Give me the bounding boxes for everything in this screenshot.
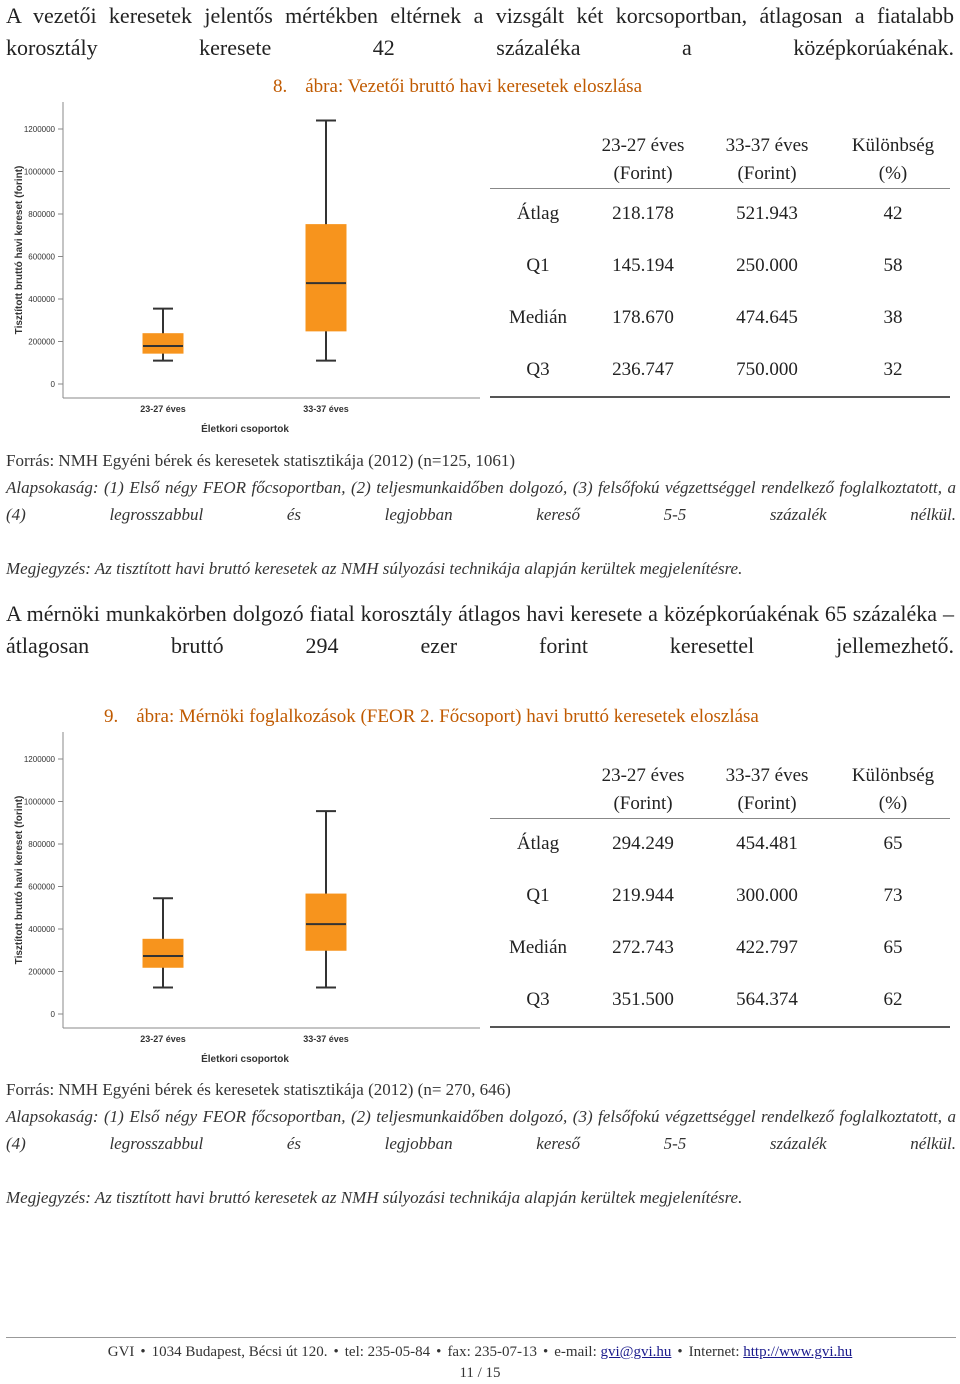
table-cell: 178.670: [612, 307, 674, 328]
table-cell: 294.249: [612, 833, 674, 854]
column-header-line: Különbség: [851, 765, 935, 786]
column-header-unit: (Forint): [737, 793, 797, 814]
y-tick-label: 600000: [28, 882, 55, 892]
box-1: [143, 898, 183, 987]
table-cell: 422.797: [736, 937, 798, 958]
bottom-rule: [490, 396, 950, 398]
row-label: Átlag: [516, 203, 560, 224]
page-number: 11 / 15: [459, 1365, 501, 1381]
row-label: Q3: [526, 989, 550, 1010]
figure-8-source: Forrás: NMH Egyéni bérek és keresetek statisztikája (2012) (n=125, 1061): [6, 451, 516, 470]
column-header: [828, 762, 958, 818]
interquartile-box: [143, 939, 183, 967]
figure-8-caption: ábra: Vezetői bruttó havi keresetek eloszlása: [305, 76, 643, 97]
footer-website-link[interactable]: http://www.gvi.hu: [743, 1344, 853, 1360]
column-header: [578, 762, 708, 818]
plot-area: [14, 732, 480, 1065]
table-cell: 73: [883, 885, 903, 906]
figure-9-boxplot: [0, 730, 480, 1070]
figure-8-remark: Megjegyzés: Az tisztított havi bruttó keresetek az NMH súlyozási technikája alapján kerültek megjelenítésre.: [6, 559, 743, 578]
table-cell: 474.645: [736, 307, 798, 328]
column-header-unit: (Forint): [613, 163, 673, 184]
table-cell: 218.178: [612, 203, 674, 224]
column-header-unit: (Forint): [737, 163, 797, 184]
figure-9-population: Alapsokaság: (1) Első négy FEOR főcsoportban, (2) teljesmunkaidőben dolgozó, (3) felsőfokú végzettséggel rendelkező foglalkoztatott, a (4) legrosszabbul és legjobban kereső 5-5 százalék nélkül.: [6, 1107, 956, 1153]
y-tick-label: 600000: [28, 252, 55, 262]
figure-8-notes: [6, 447, 956, 582]
table-cell: 219.944: [612, 885, 674, 906]
figure-9-caption: ábra: Mérnöki foglalkozások (FEOR 2. Főcsoport) havi bruttó keresetek eloszlása: [136, 706, 759, 727]
table-cell: 750.000: [736, 359, 798, 380]
box-1: [143, 309, 183, 361]
x-tick-label: 23-27 éves: [140, 1034, 186, 1044]
footer-contact-line: [0, 1342, 960, 1363]
y-tick-label: 1200000: [23, 125, 55, 134]
footer-bullet: •: [677, 1344, 683, 1360]
x-axis-title: Életkori csoportok: [201, 424, 289, 435]
page-footer: [0, 1342, 960, 1384]
column-header-unit: (Forint): [613, 793, 673, 814]
table-cell: 58: [883, 255, 903, 276]
column-header: [702, 762, 832, 818]
column-header-unit: (%): [878, 163, 908, 184]
figure-9-number: 9.: [104, 706, 119, 727]
table-cell: 250.000: [736, 255, 798, 276]
column-header-line: 23-27 éves: [601, 765, 685, 786]
footer-address: 1034 Budapest, Bécsi út 120.: [151, 1344, 328, 1360]
table-cell: 300.000: [736, 885, 798, 906]
y-tick-label: 0: [50, 380, 55, 389]
table-cell: 236.747: [612, 359, 674, 380]
figure-9-title: [104, 706, 759, 728]
column-header-line: 33-37 éves: [725, 765, 809, 786]
table-cell: 38: [883, 307, 903, 328]
figure-8-title: [273, 76, 642, 98]
row-label: Medián: [508, 307, 568, 328]
y-tick-label: 800000: [28, 210, 55, 219]
y-tick-label: 1200000: [23, 755, 55, 764]
figure-9-source: Forrás: NMH Egyéni bérek és keresetek statisztikája (2012) (n= 270, 646): [6, 1080, 511, 1099]
header-rule: [490, 188, 950, 189]
table-cell: 351.500: [612, 989, 674, 1010]
table-cell: 454.481: [736, 833, 798, 854]
row-label: Q1: [526, 885, 550, 906]
intro-paragraph: A vezetői keresetek jelentős mértékben eltérnek a vizsgált két korcsoportban, átlagosan a fiatalabb korosztály keresete 42 százaléka a középkorúakénak.: [6, 3, 954, 60]
footer-bullet: •: [436, 1344, 442, 1360]
row-label: Medián: [508, 937, 568, 958]
footer-fax: fax: 235-07-13: [447, 1344, 537, 1360]
table-cell: 62: [883, 989, 903, 1010]
bottom-rule: [490, 1026, 950, 1028]
column-header-line: 23-27 éves: [601, 135, 685, 156]
interquartile-box: [143, 334, 183, 353]
plot-area: [14, 102, 480, 435]
y-tick-label: 400000: [28, 295, 55, 304]
figure-9-notes: [6, 1076, 956, 1211]
y-axis-title: Tisztított bruttó havi kereset (forint): [14, 795, 25, 965]
y-tick-label: 200000: [28, 337, 55, 347]
footer-org: GVI: [107, 1344, 135, 1360]
row-label: Q3: [526, 359, 550, 380]
y-tick-label: 1000000: [23, 167, 55, 177]
column-header: [702, 132, 832, 188]
table-cell: 42: [883, 203, 903, 224]
y-tick-label: 400000: [28, 925, 55, 934]
y-tick-label: 800000: [28, 840, 55, 849]
column-header-line: Különbség: [851, 135, 935, 156]
figure-9-table: [490, 758, 950, 1030]
box-2: [306, 811, 346, 987]
footer-tel: tel: 235-05-84: [344, 1344, 431, 1360]
footer-email-label: e-mail:: [554, 1344, 597, 1360]
row-label: Q1: [526, 255, 550, 276]
table-cell: 32: [883, 359, 903, 380]
footer-email-link[interactable]: gvi@gvi.hu: [600, 1344, 672, 1360]
table-cell: 65: [883, 937, 903, 958]
column-header-unit: (%): [878, 793, 908, 814]
table-cell: 564.374: [736, 989, 798, 1010]
table-cell: 65: [883, 833, 903, 854]
y-tick-label: 0: [50, 1010, 55, 1019]
column-header: [578, 132, 708, 188]
x-tick-label: 33-37 éves: [303, 404, 349, 414]
footer-internet-label: Internet:: [688, 1344, 740, 1360]
box-2: [306, 121, 346, 361]
figure-8-population: Alapsokaság: (1) Első négy FEOR főcsoportban, (2) teljesmunkaidőben dolgozó, (3) felsőfokú végzettséggel rendelkező foglalkoztatott, a (4) legrosszabbul és legjobban kereső 5-5 százalék nélkül.: [6, 478, 956, 524]
figure-9-remark: Megjegyzés: Az tisztított havi bruttó keresetek az NMH súlyozási technikája alapján kerültek megjelenítésre.: [6, 1188, 743, 1207]
table-cell: 272.743: [612, 937, 674, 958]
footer-bullet: •: [333, 1344, 339, 1360]
x-tick-label: 33-37 éves: [303, 1034, 349, 1044]
interquartile-box: [306, 225, 346, 331]
footer-divider: [6, 1337, 956, 1338]
figure-8-table: [490, 128, 950, 400]
column-header-line: 33-37 éves: [725, 135, 809, 156]
x-axis-title: Életkori csoportok: [201, 1054, 289, 1065]
row-label: Átlag: [516, 833, 560, 854]
footer-bullet: •: [140, 1344, 146, 1360]
y-tick-label: 200000: [28, 967, 55, 977]
y-tick-label: 1000000: [23, 797, 55, 807]
figure-8-boxplot: [0, 100, 480, 440]
column-header: [828, 132, 958, 188]
footer-bullet: •: [543, 1344, 549, 1360]
table-cell: 521.943: [736, 203, 798, 224]
header-rule: [490, 818, 950, 819]
middle-paragraph: A mérnöki munkakörben dolgozó fiatal korosztály átlagos havi keresete a középkorúakénak 65 százaléka – átlagosan bruttó 294 ezer forint keresettel jellemezhető.: [6, 601, 954, 658]
interquartile-box: [306, 894, 346, 950]
x-tick-label: 23-27 éves: [140, 404, 186, 414]
figure-8-number: 8.: [273, 76, 288, 97]
y-axis-title: Tisztított bruttó havi kereset (forint): [14, 165, 25, 335]
table-cell: 145.194: [612, 255, 674, 276]
